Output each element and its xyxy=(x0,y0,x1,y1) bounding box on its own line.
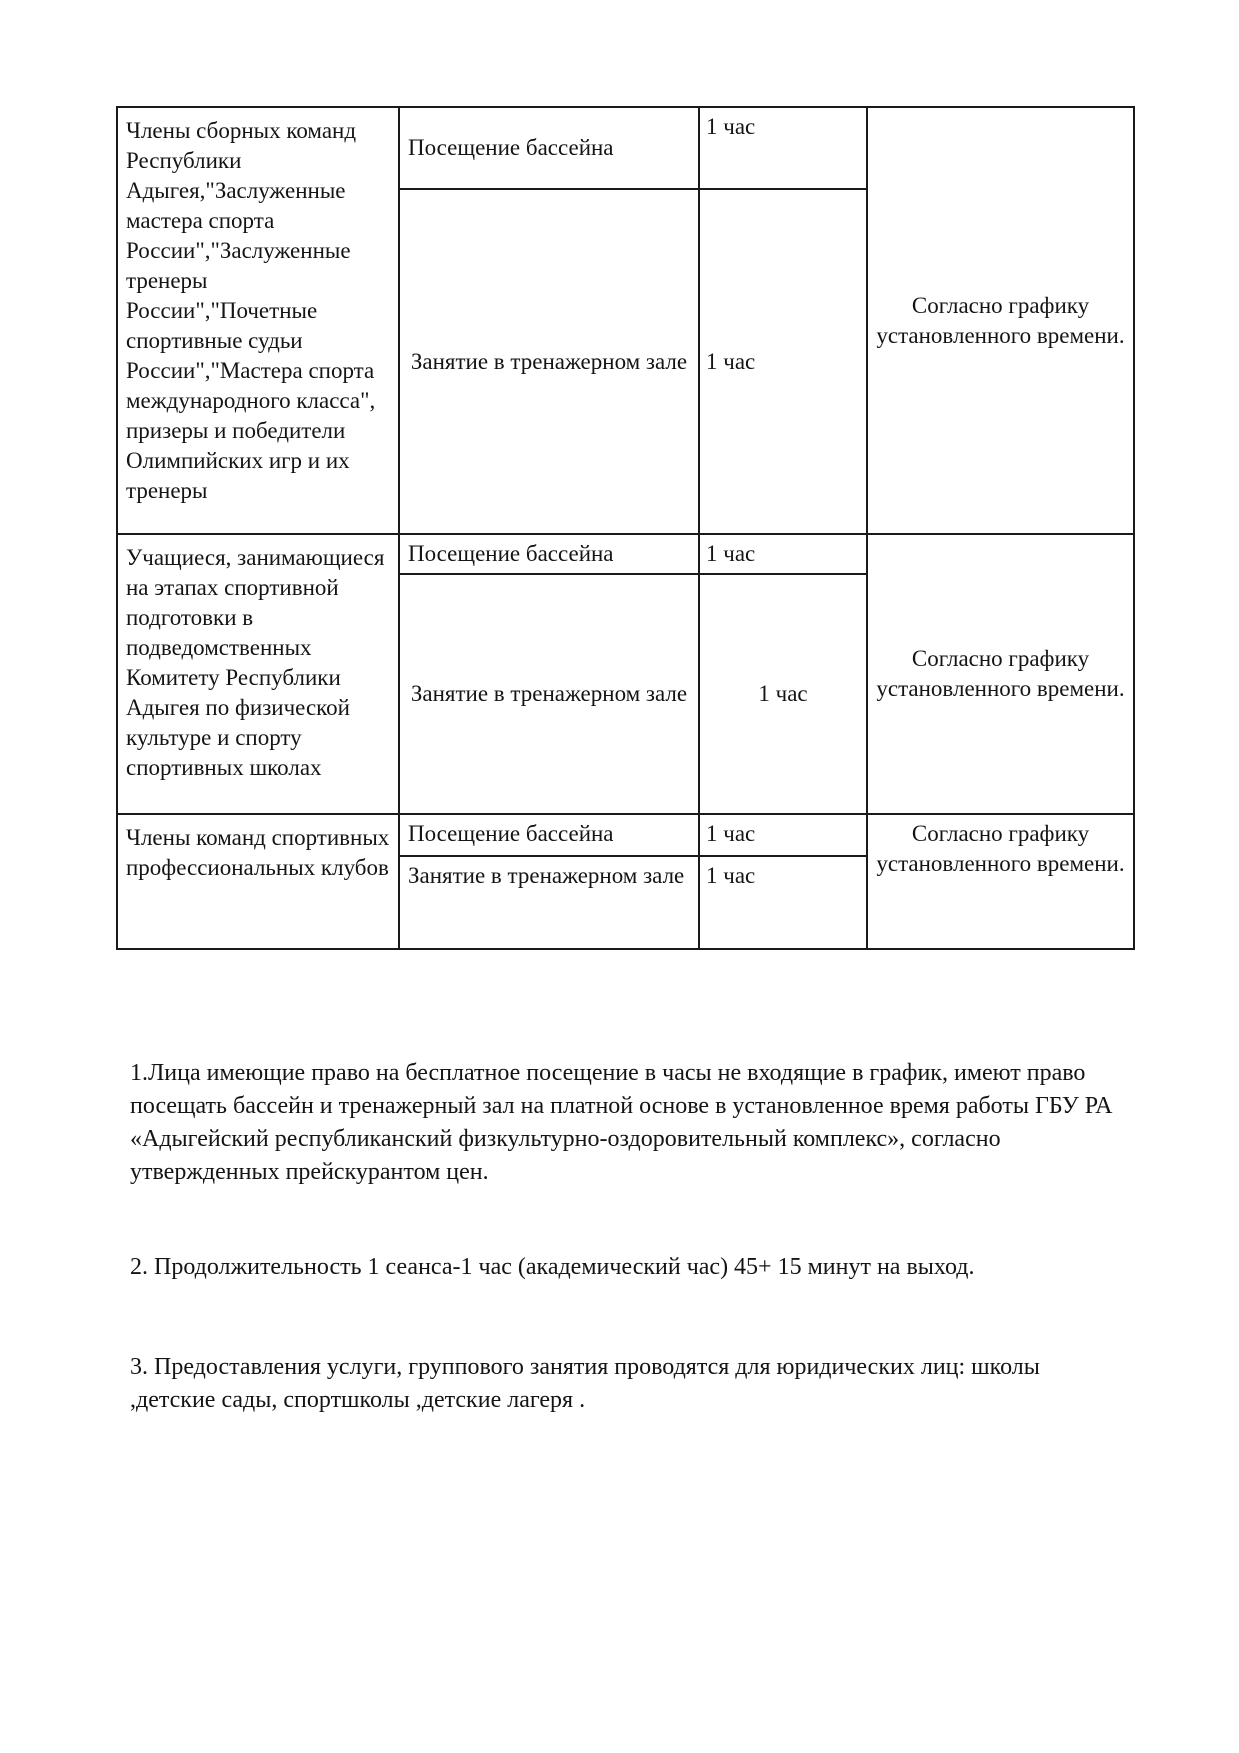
hours-cell: 1 час xyxy=(699,189,867,534)
schedule-cell: Согласно графику установленного времени. xyxy=(867,534,1134,814)
hours-cell: 1 час xyxy=(699,574,867,814)
service-cell: Посещение бассейна xyxy=(399,107,699,189)
service-cell: Занятие в тренажерном зале xyxy=(399,574,699,814)
service-cell: Занятие в тренажерном зале xyxy=(399,189,699,534)
service-cell: Посещение бассейна xyxy=(399,814,699,856)
note-1: 1.Лица имеющие право на бесплатное посещение в часы не входящие в график, имеют право посещать бассейн и тренажерный зал на платной основе в установленное время работы ГБУ РА «Адыгейский республиканский физкультурно-оздоровительный комплекс», согласно утвержденных прейскурантом цен. xyxy=(130,1060,1113,1185)
schedule-cell: Согласно графику установленного времени. xyxy=(867,814,1134,949)
schedule-cell: Согласно графику установленного времени. xyxy=(867,107,1134,534)
table-row xyxy=(117,814,1134,856)
service-cell: Занятие в тренажерном зале xyxy=(399,856,699,949)
category-cell: Члены команд спортивных профессиональных клубов xyxy=(117,814,399,949)
schedule-table xyxy=(116,106,1135,950)
hours-cell: 1 час xyxy=(699,534,867,574)
table-row xyxy=(117,534,1134,574)
category-cell: Члены сборных команд Республики Адыгея,"Заслуженные мастера спорта России","Заслуженные тренеры России","Почетные спортивные судьи России","Мастера спорта международного класса", призеры и победители Олимпийских игр и их тренеры xyxy=(117,107,399,534)
note-2: 2. Продолжительность 1 сеанса-1 час (академический час) 45+ 15 минут на выход. xyxy=(130,1254,975,1280)
table-row xyxy=(117,107,1134,189)
hours-cell: 1 час xyxy=(699,107,867,189)
service-cell: Посещение бассейна xyxy=(399,534,699,574)
category-cell: Учащиеся, занимающиеся на этапах спортивной подготовки в подведомственных Комитету Республики Адыгея по физической культуре и спорту спортивных школах xyxy=(117,534,399,814)
hours-cell: 1 час xyxy=(699,814,867,856)
note-3: 3. Предоставления услуги, группового занятия проводятся для юридических лиц: школы ,детские сады, спортшколы ,детские лагеря . xyxy=(130,1354,1040,1413)
hours-cell: 1 час xyxy=(699,856,867,949)
